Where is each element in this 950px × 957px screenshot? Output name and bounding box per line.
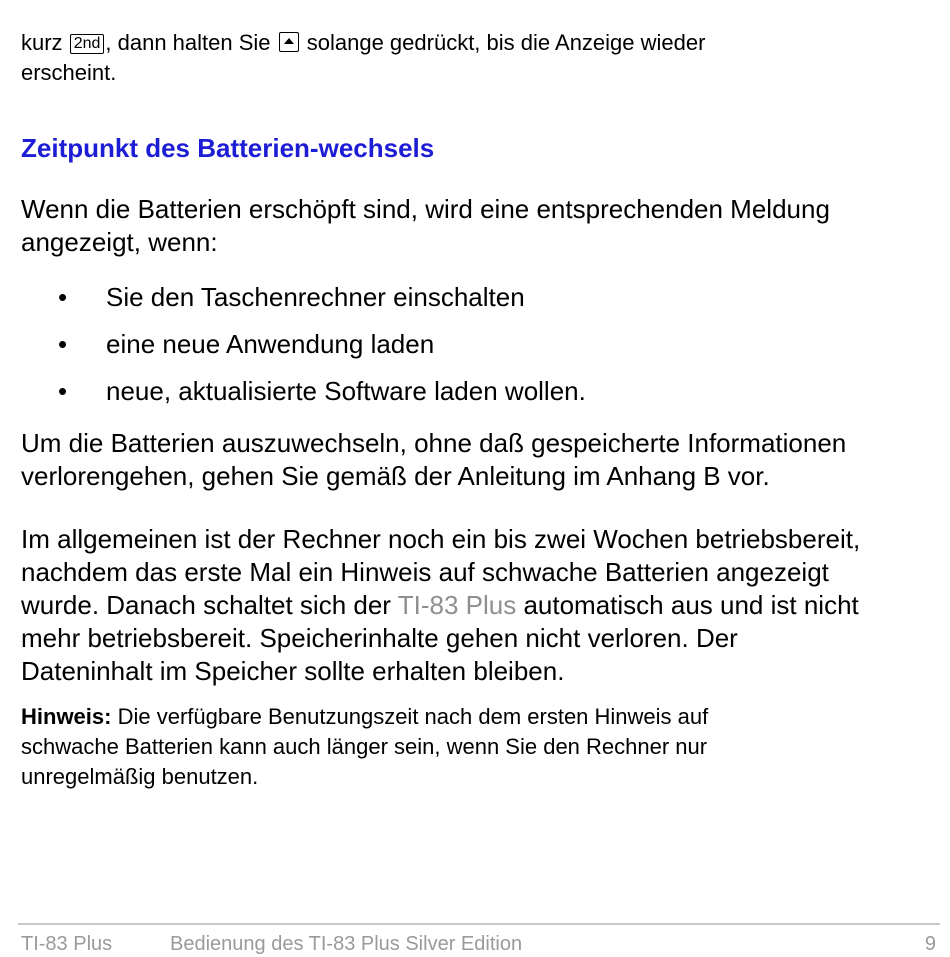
lead-paragraph <box>21 193 946 259</box>
intro-text-2: , dann halten Sie <box>105 30 277 55</box>
battery-line-5: Dateninhalt im Speicher sollte erhalten bleiben. <box>21 656 565 686</box>
battery-line-3 <box>21 589 946 622</box>
intro-line-1 <box>21 28 705 58</box>
battery-line-4: mehr betriebsbereit. Speicherinhalte gehen nicht verloren. Der <box>21 623 738 653</box>
lead-line-1: Wenn die Batterien erschöpft sind, wird eine entsprechenden Meldung <box>21 194 830 224</box>
footer-divider <box>18 923 940 925</box>
note-paragraph <box>21 702 921 792</box>
bullet-icon: • <box>58 329 68 359</box>
up-arrow-key-icon <box>279 32 299 52</box>
lead-line-2: angezeigt, wenn: <box>21 227 218 257</box>
battery-line-1: Im allgemeinen ist der Rechner noch ein bis zwei Wochen betriebsbereit, <box>21 524 861 554</box>
list-item-text: Sie den Taschenrechner einschalten <box>106 282 525 312</box>
replacement-line-1: Um die Batterien auszuwechseln, ohne daß gespeicherte Informationen <box>21 428 847 458</box>
intro-paragraph <box>21 28 705 88</box>
note-text-1: Die verfügbare Benutzungszeit nach dem ersten Hinweis auf <box>111 704 709 729</box>
footer-page-number: 9 <box>924 933 936 955</box>
footer-product: TI-83 Plus <box>21 933 113 955</box>
bullet-icon: • <box>58 282 68 312</box>
intro-text-3: solange gedrückt, bis die Anzeige wieder <box>300 30 706 55</box>
note-label: Hinweis: <box>21 704 112 729</box>
list-item-text: neue, aktualisierte Software laden wollen. <box>106 376 586 406</box>
replacement-paragraph <box>21 427 946 493</box>
intro-line-2: erscheint. <box>21 60 117 85</box>
battery-life-paragraph <box>21 523 946 688</box>
battery-line-3-end: automatisch aus und ist nicht <box>516 590 859 620</box>
list-item-text: eine neue Anwendung laden <box>106 329 435 359</box>
note-line-1 <box>21 702 921 732</box>
battery-line-2: nachdem das erste Mal ein Hinweis auf schwache Batterien angezeigt <box>21 557 829 587</box>
replacement-line-2: verlorengehen, gehen Sie gemäß der Anleitung im Anhang B vor. <box>21 461 770 491</box>
section-heading: Zeitpunkt des Batterien-wechsels <box>21 133 435 163</box>
note-line-2: schwache Batterien kann auch länger sein, wenn Sie den Rechner nur <box>21 734 708 759</box>
bullet-icon: • <box>58 376 68 406</box>
battery-line-3-start: wurde. Danach schaltet sich der <box>21 590 398 620</box>
key-2nd: 2nd <box>70 34 105 54</box>
note-line-3: unregelmäßig benutzen. <box>21 764 259 789</box>
footer-chapter: Bedienung des TI-83 Plus Silver Edition <box>170 933 523 955</box>
intro-text-1: kurz <box>21 30 69 55</box>
product-name: TI-83 Plus <box>397 590 517 620</box>
